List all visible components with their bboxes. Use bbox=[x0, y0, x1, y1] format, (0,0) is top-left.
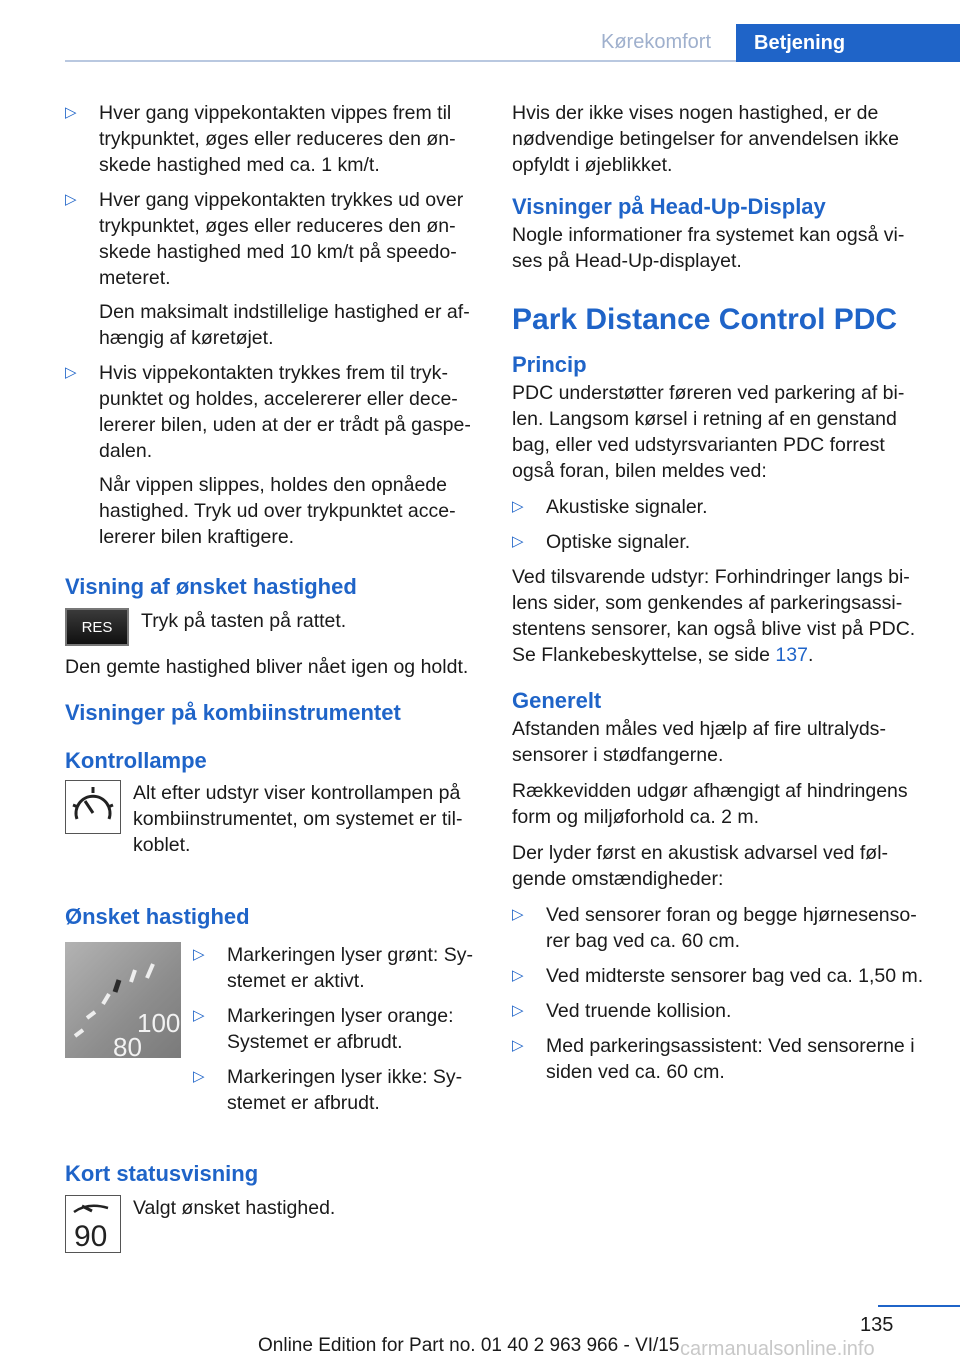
list-item-text: Markeringen lyser ikke: Systemet er afbrudt. bbox=[227, 1066, 463, 1114]
list-item bbox=[193, 1003, 477, 1055]
heading-generelt: Generelt bbox=[512, 688, 602, 713]
list-item bbox=[193, 942, 477, 994]
res-row bbox=[65, 608, 477, 646]
list-item-text: Markeringen lyser grønt: Systemet er aktivt. bbox=[227, 944, 473, 992]
heading-princip: Princip bbox=[512, 352, 587, 377]
list-item-text: Ved truende kollision. bbox=[546, 1000, 732, 1022]
status-90-icon bbox=[65, 1195, 121, 1253]
heading-onsket: Ønsket hastighed bbox=[65, 904, 250, 929]
dial-label-80: 80 bbox=[113, 1032, 142, 1058]
status-90-label: 90 bbox=[74, 1220, 108, 1250]
footer-edition: Online Edition for Part no. 01 40 2 963 966 - VI/15 bbox=[258, 1335, 680, 1356]
onsket-row bbox=[65, 942, 477, 1125]
right-column bbox=[512, 100, 926, 1094]
header-chapter-tab: Betjening bbox=[736, 24, 960, 62]
list-item-text: Ved midterste sensorer bag ved ca. 1,50 m. bbox=[546, 965, 924, 987]
list-item-text: Akustiske signaler. bbox=[546, 496, 708, 518]
bullet-triangle-icon: ▷ bbox=[512, 906, 524, 923]
list-item-text: Hver gang vippekontakten trykkes ud over trykpunktet, øges eller reduceres den ønskede hastighed med 10 km/t på speedometeret. bbox=[99, 189, 464, 289]
udstyr-text bbox=[512, 564, 926, 668]
bullet-triangle-icon: ▷ bbox=[512, 1037, 524, 1054]
generelt-text-3: Der lyder først en akustisk advarsel ved følgende omstændigheder: bbox=[512, 842, 889, 890]
heading-hud: Visninger på Head-Up-Display bbox=[512, 194, 826, 219]
bullet-triangle-icon: ▷ bbox=[65, 191, 77, 208]
res-button-label: RES bbox=[81, 618, 113, 636]
res-text: Tryk på tasten på rattet. bbox=[141, 610, 347, 632]
list-item bbox=[512, 963, 926, 989]
res-button-image bbox=[65, 608, 129, 646]
bullet-triangle-icon: ▷ bbox=[193, 1007, 205, 1024]
list-item bbox=[512, 902, 926, 954]
list-item bbox=[512, 494, 926, 520]
list-item-text: Med parkeringsassistent: Ved sensorerne i siden ved ca. 60 cm. bbox=[546, 1035, 915, 1083]
princip-text: PDC understøtter føreren ved parkering af bilen. Langsom kørsel i retning af en genstand bag, eller ved udstyrsvarianten PDC forrest også foran, bilen meldes ved: bbox=[512, 382, 905, 482]
bullet-triangle-icon: ▷ bbox=[512, 1002, 524, 1019]
heading-visninger: Visninger på kombiinstrumentet bbox=[65, 700, 401, 725]
dial-label-100: 100 bbox=[137, 1008, 181, 1038]
list-item-text: Hvis vippekontakten trykkes frem til trykpunktet og holdes, accelererer eller decelererer bilen, uden at der er trådt på gaspedalen. bbox=[99, 362, 471, 462]
cruise-control-icon bbox=[65, 780, 121, 834]
bullet-triangle-icon: ▷ bbox=[193, 946, 205, 963]
res-after-text: Den gemte hastighed bliver nået igen og holdt. bbox=[65, 656, 469, 678]
heading-kontrollampe: Kontrollampe bbox=[65, 748, 207, 773]
udstyr-body: Ved tilsvarende udstyr: Forhindringer langs bilens sider, som genkendes af parkeringsassistentens sensorer, kan også blive vist på PDC. Se Flankebeskyttelse, se side bbox=[512, 566, 916, 666]
bullet-triangle-icon: ▷ bbox=[512, 498, 524, 515]
generelt-text-1: Afstanden måles ved hjælp af fire ultralydssensorer i stødfangerne. bbox=[512, 718, 886, 766]
page-number-rule bbox=[878, 1305, 960, 1307]
generelt-text-2: Rækkevidden udgør afhængigt af hindringens form og miljøforhold ca. 2 m. bbox=[512, 780, 908, 828]
list-item bbox=[512, 1033, 926, 1085]
list-item bbox=[65, 100, 477, 178]
header-section-tab: Kørekomfort bbox=[600, 31, 712, 53]
list-item bbox=[512, 998, 926, 1024]
left-column bbox=[65, 100, 477, 1253]
list-item-text: Hver gang vippekontakten vippes frem til trykpunktet, øges eller reduceres den ønskede hastighed med ca. 1 km/t. bbox=[99, 102, 456, 176]
onsket-list bbox=[193, 942, 477, 1125]
list-item-continuation: Når vippen slippes, holdes den opnåede hastighed. Tryk ud over trykpunktet accelererer bilen kraftigere. bbox=[99, 474, 456, 548]
list-item bbox=[65, 187, 477, 351]
list-item-text: Optiske signaler. bbox=[546, 531, 691, 553]
udstyr-end: . bbox=[807, 644, 814, 666]
bullet-triangle-icon: ▷ bbox=[193, 1068, 205, 1085]
bullet-triangle-icon: ▷ bbox=[65, 364, 77, 381]
kort-text: Valgt ønsket hastighed. bbox=[133, 1197, 336, 1219]
page-link[interactable]: 137 bbox=[775, 644, 808, 666]
list-item bbox=[65, 360, 477, 550]
watermark: carmanualsonline.info bbox=[680, 1338, 875, 1360]
bullet-triangle-icon: ▷ bbox=[65, 104, 77, 121]
page-number: 135 bbox=[860, 1314, 894, 1336]
list-item bbox=[193, 1064, 477, 1116]
list-item-continuation: Den maksimalt indstillelige hastighed er afhængig af køretøjet. bbox=[99, 301, 470, 349]
bullet-triangle-icon: ▷ bbox=[512, 967, 524, 984]
speedometer-photo bbox=[65, 942, 181, 1058]
list-item-text: Ved sensorer foran og begge hjørnesensorer bag ved ca. 60 cm. bbox=[546, 904, 917, 952]
hud-text: Nogle informationer fra systemet kan også vises på Head-Up-displayet. bbox=[512, 224, 905, 272]
bullet-triangle-icon: ▷ bbox=[512, 533, 524, 550]
intro-text: Hvis der ikke vises nogen hastighed, er de nødvendige betingelser for anvendelsen ikke opfyldt i øjeblikket. bbox=[512, 102, 900, 176]
heading-visning: Visning af ønsket hastighed bbox=[65, 574, 357, 599]
list-item bbox=[512, 529, 926, 555]
heading-kort: Kort statusvisning bbox=[65, 1161, 259, 1186]
kontrollampe-text: Alt efter udstyr viser kontrollampen på kombiinstrumentet, om systemet er tilkoblet. bbox=[133, 782, 463, 856]
heading-pdc: Park Distance Control PDC bbox=[512, 303, 898, 336]
kort-row bbox=[65, 1195, 477, 1253]
list-item-text: Markeringen lyser orange: Systemet er afbrudt. bbox=[227, 1005, 454, 1053]
kontrollampe-row bbox=[65, 780, 477, 868]
